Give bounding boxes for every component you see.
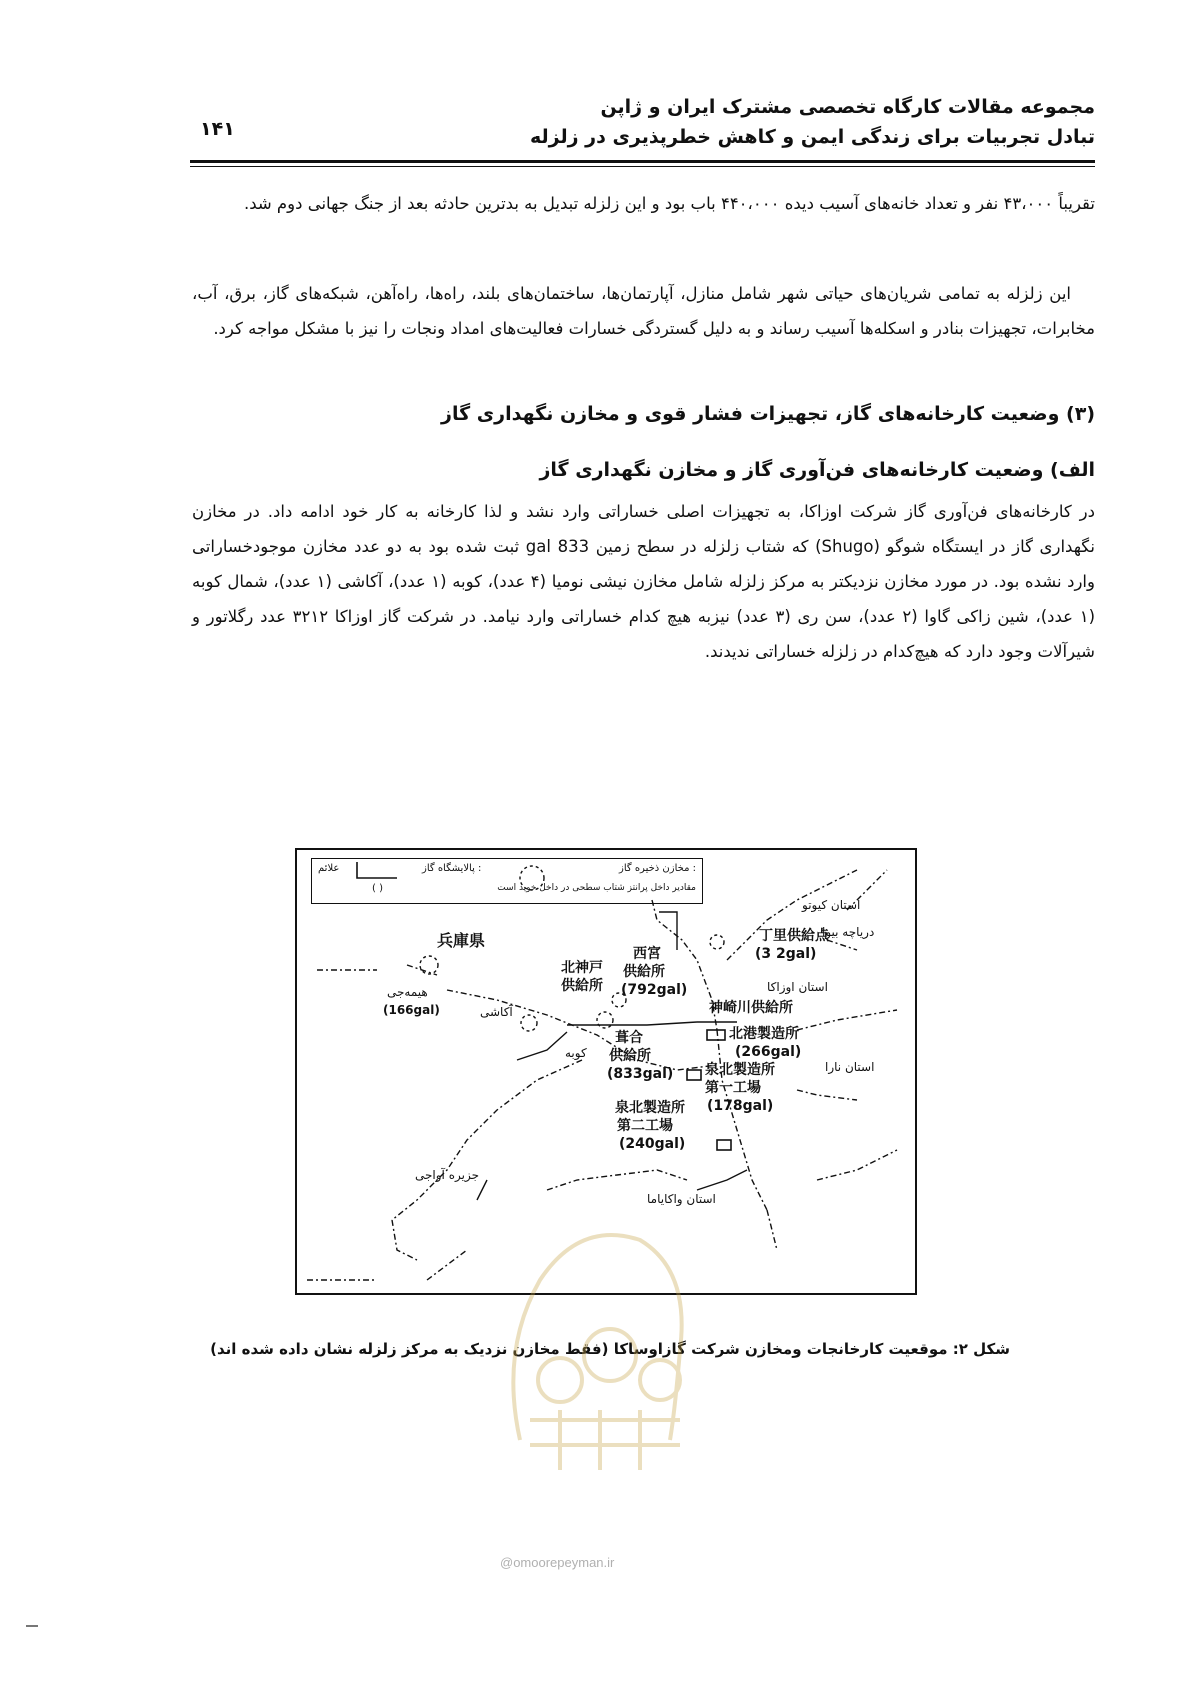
label-shugo-2: 供給所 bbox=[609, 1048, 651, 1064]
map-legend bbox=[311, 858, 703, 904]
label-senboku2-gal: (240gal) bbox=[619, 1136, 686, 1152]
label-senboku2-2: 第二工場 bbox=[617, 1118, 673, 1134]
label-himeji-gal: (166gal) bbox=[383, 1003, 440, 1017]
tank-toyonaka-symbol bbox=[710, 935, 724, 949]
label-wakayama: استان واکایاما bbox=[647, 1192, 716, 1206]
plant-hokko-symbol bbox=[707, 1030, 725, 1040]
coast-southwest bbox=[307, 1250, 467, 1280]
pipeline-main bbox=[567, 1022, 697, 1025]
legend-tank-label: مخازن ذخیره گاز : bbox=[619, 863, 696, 874]
label-kanzakigawa: 神崎川供給所 bbox=[709, 1000, 793, 1016]
label-shugo-1: 葺合 bbox=[615, 1030, 643, 1046]
page-header bbox=[190, 92, 1095, 162]
header-rule-thin bbox=[190, 166, 1095, 167]
pipeline-kyoto bbox=[659, 912, 677, 950]
label-kitakobe-2: 供給所 bbox=[561, 978, 603, 994]
paragraph-2-block bbox=[192, 276, 1095, 346]
label-osaka: استان اوزاکا bbox=[767, 980, 828, 994]
label-toyonaka-gal: (3 2gal) bbox=[755, 946, 817, 962]
label-kyoto: استان کیوتو bbox=[802, 898, 861, 912]
label-nishinomiya-2: 供給所 bbox=[623, 964, 665, 980]
paragraph-1: تقریباً ۴۳،۰۰۰ نفر و تعداد خانه‌های آسیب دیده ۴۴۰،۰۰۰ باب بود و این زلزله تبدیل به بدترین حادثه بعد از جنگ جهانی دوم شد. bbox=[243, 194, 1095, 213]
border-osaka-east bbox=[797, 1010, 897, 1030]
legend-acceleration-note: مقادیر داخل پرانتز شتاب سطحی در داخل خوید است bbox=[497, 883, 696, 893]
header-title-line1: مجموعه مقالات کارگاه تخصصی مشترک ایران و ژاپن bbox=[600, 96, 1095, 118]
paragraph-1-block bbox=[192, 186, 1095, 221]
label-shugo-gal: (833gal) bbox=[607, 1066, 674, 1082]
header-titles bbox=[530, 92, 1095, 152]
label-senboku1-gal: (178gal) bbox=[707, 1098, 774, 1114]
header-rule-thick bbox=[190, 160, 1095, 163]
legend-paren-symbol: ( ) bbox=[372, 883, 383, 894]
label-awaji: جزیره آواجی bbox=[415, 1168, 479, 1182]
paragraph-3: در کارخانه‌های فن‌آوری گاز شرکت اوزاکا، به تجهیزات اصلی خساراتی وارد نشد و لذا کارخانه به کار خود ادامه داد. در مخازن نگهداری گاز در ایستگاه شوگو (Shugo) که شتاب زلزله در سطح زمین 833 gal ثبت شده بود به دو عدد مخازن موجودخساراتی وارد نشده بود. در مورد مخازن نزدیکتر به مرکز زلزله شامل مخازن نیشی نومیا (۴ عدد)، کوبه (۱ عدد)، آکاشی (۱ عدد)، شمال کوبه (۱ عدد)، شین زاکی گاوا (۲ عدد)، سن ری (۳ عدد) نیزبه هیچ کدام خساراتی وارد نیامد. در شرکت گاز اوزاکا ۳۲۱۲ عدد رگلاتور و شیرآلات وجود دارد که هیچ‌کدام در زلزله خساراتی ندیدند. bbox=[192, 502, 1096, 661]
margin-mark bbox=[26, 1625, 38, 1627]
paragraph-3-block bbox=[192, 494, 1095, 669]
border-wakayama bbox=[767, 1150, 897, 1250]
label-hyogo: 兵庫県 bbox=[437, 931, 486, 950]
legend-plant-label: پالایشگاه گاز : bbox=[422, 863, 482, 874]
pipeline-kobe bbox=[517, 1032, 567, 1060]
awaji-south bbox=[392, 1220, 417, 1260]
label-toyonaka: 丁里供給点 bbox=[759, 928, 829, 944]
label-nara: استان نارا bbox=[825, 1060, 875, 1074]
tank-kobe-symbol bbox=[521, 1015, 537, 1031]
section-heading-3: (۳) وضعیت کارخانه‌های گاز، تجهیزات فشار قوی و مخازن نگهداری گاز bbox=[441, 403, 1095, 425]
header-title-line2: تبادل تجربیات برای زندگی ایمن و کاهش خطرپذیری در زلزله bbox=[530, 126, 1095, 148]
label-senboku1-1: 泉北製造所 bbox=[705, 1062, 775, 1078]
label-lake-biwa: دریاچه بیوا bbox=[822, 925, 875, 939]
watermark-logo bbox=[480, 1180, 720, 1480]
label-nishinomiya-1: 西宮 bbox=[633, 946, 661, 962]
watermark-url: @omoorepeyman.ir bbox=[500, 1555, 615, 1570]
label-senboku2-1: 泉北製造所 bbox=[615, 1100, 685, 1116]
label-hokko-gal: (266gal) bbox=[735, 1044, 802, 1060]
label-nishinomiya-gal: (792gal) bbox=[621, 982, 688, 998]
label-kobe: کوبه bbox=[565, 1046, 587, 1060]
label-akashi: آکاشی bbox=[480, 1005, 513, 1019]
label-himeji: هیمه‌جی bbox=[387, 985, 428, 999]
legend-key-label: علائم bbox=[318, 863, 340, 874]
page-number: ۱۴۱ bbox=[200, 118, 235, 140]
label-kitakobe-1: 北神戸 bbox=[561, 960, 603, 976]
border-nara-west bbox=[797, 1090, 857, 1100]
plant-senboku2-symbol bbox=[717, 1140, 731, 1150]
label-hokko: 北港製造所 bbox=[729, 1026, 799, 1042]
paragraph-2: این زلزله به تمامی شریان‌های حیاتی شهر شامل منازل، آپارتمان‌ها، ساختمان‌های بلند، راه‌ها، راه‌آهن، شبکه‌های گاز، برق، آب، مخابرات، تجهیزات بنادر و اسکله‌ها آسیب رساند و به دلیل گستردگی خسارات فعالیت‌های امداد ونجات را نیز با مشکل مواجه کرد. bbox=[192, 284, 1095, 338]
tank-himeji-symbol bbox=[420, 956, 438, 974]
plant-senboku1-symbol bbox=[687, 1070, 701, 1080]
figure-caption: شکل ۲: موقعیت کارخانجات ومخازن شرکت گازاوساکا (فقط مخازن نزدیک به مرکز زلزله نشان داده شده اند) bbox=[210, 1340, 1010, 1358]
label-senboku1-2: 第一工場 bbox=[705, 1080, 761, 1096]
coast-west bbox=[317, 965, 437, 975]
subsection-heading-alef: الف) وضعیت کارخانه‌های فن‌آوری گاز و مخازن نگهداری گاز bbox=[539, 459, 1095, 481]
